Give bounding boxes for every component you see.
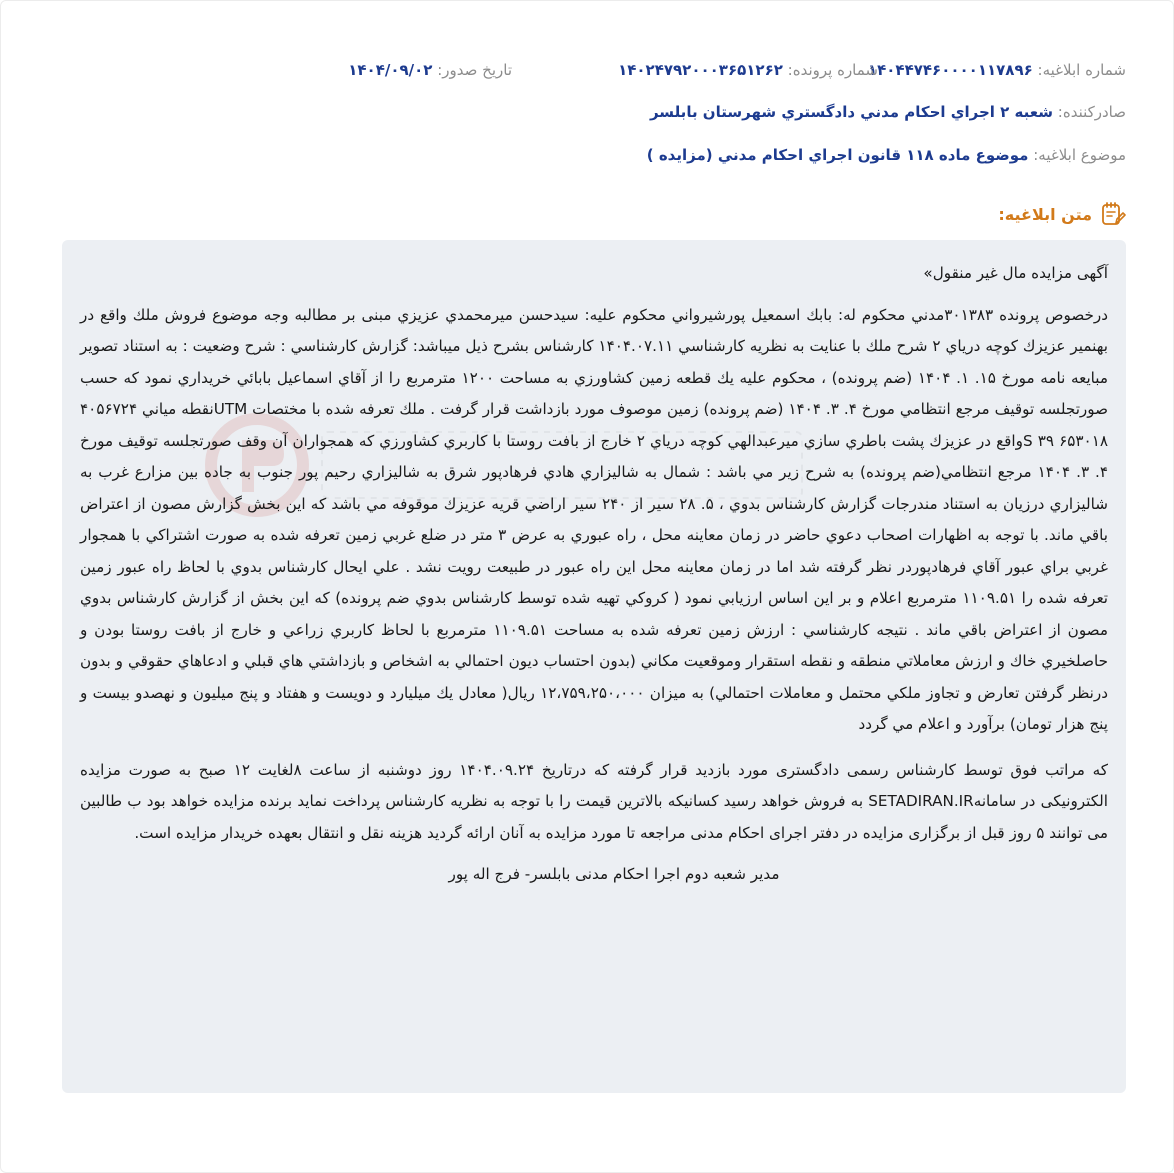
case-number	[512, 58, 878, 82]
issue-date-label: تاریخ صدور:	[437, 61, 512, 79]
notice-signature: مدیر شعبه دوم اجرا احکام مدنی بابلسر- فرج اله پور	[448, 865, 780, 883]
header-meta-row	[41, 58, 1126, 82]
notice-text-title: متن ابلاغیه:	[998, 204, 1092, 224]
notice-number-value: ۱۴۰۴۴۷۴۶۰۰۰۰۱۱۷۸۹۶	[867, 61, 1033, 79]
notice-text-heading	[998, 201, 1126, 227]
issuer-label: صادرکننده:	[1057, 103, 1126, 121]
subject-value: موضوع ماده ۱۱۸ قانون اجراي احكام مدني (مزايده )	[646, 146, 1029, 164]
notice-number-label: شماره ابلاغیه:	[1037, 61, 1126, 79]
subject-row	[41, 143, 1126, 167]
notice-auction-paragraph: که مراتب فوق توسط کارشناس رسمی دادگستری مورد بازدید قرار گرفته که درتاریخ ۱۴۰۴.۰۹.۲۴ روز دوشنبه از ساعت ۸لغایت ۱۲ صبح به صورت مزایده الکترونیکی در سامانهSETADIRAN.IR به فروش خواهد رسید کسانیکه بالاترین قیمت را با توجه به نظریه کارشناس پرداخت نماید برنده مزایده خواهد بود ب طالبین می توانند ۵ روز قبل از برگزاری مزایده در دفتر اجرای احکام مدنی مراجعه تا مورد مزایده به آنان ارائه گردید هزینه نقل و انتقال بعهده خریدار مزایده است.	[80, 760, 1108, 842]
notice-title: آگهی مزایده مال غیر منقول»	[923, 264, 1108, 282]
notice-number	[867, 58, 1126, 82]
issuer-value: شعبه ۲ اجراي احكام مدني دادگستري شهرستان بابلسر	[649, 103, 1053, 121]
issue-date-value: ۱۴۰۴/۰۹/۰۲	[348, 61, 433, 79]
subject-label: موضوع ابلاغیه:	[1033, 146, 1126, 164]
notice-main-paragraph: درخصوص پرونده ۳۰۱۳۸۳مدني محكوم له: بابك اسمعيل پورشيرواني محكوم عليه: سيدحسن ميرمحمدي عزيزي مبنی بر مطالبه وجه موضوع فروش ملك واقع در بهنمير عزيزك كوچه درياي ۲ شرح ملك با عنايت به نظريه كارشناسي ۱۴۰۴.۰۷.۱۱ كارشناس بشرح ذيل ميباشد: گزارش كارشناسي : شرح وضعيت : به استناد تصوير مبايعه نامه مورخ ۱۵. ۱. ۱۴۰۴ (ضم پرونده) ، محكوم عليه يك قطعه زمين كشاورزي به مساحت ۱۲۰۰ مترمربع را از آقاي اسماعيل بابائي خريداري نمود كه حسب صورتجلسه توقيف مرجع انتظامي مورخ ۴. ۳. ۱۴۰۴ (ضم پرونده) زمين موصوف مورد بازداشت قرار گرفت . ملك تعرفه شده با مختصات UTMنقطه مياني ۴۰۵۶۷۲۴ ۶۵۳۰۱۸ ۳۹ Sواقع در عزيزك پشت باطري سازي ميرعبدالهي كوچه درياي ۲ خارج از بافت روستا با كاربري كشاورزي كه همجواران آن وقف صورتجلسه توقيف مورخ ۴. ۳. ۱۴۰۴ مرجع انتظامي(ضم پرونده) به شرح زير مي باشد : شمال به شاليزاري هادي فرهادپور شرق به شاليزاري رحيم پور جنوب به جاده بين مزارع غرب به شاليزاري درزيان به استناد مندرجات گزارش كارشناس بدوي ، ۵. ۲۸ سير از ۲۴۰ سير اراضي قريه عزيزك موقوفه مي باشد كه اين بخش گزارش مصون از اعتراض باقي ماند. با توجه به اظهارات اصحاب دعوي حاضر در زمان معاينه محل ، راه عبوري به عرض ۳ متر در ضلع غربي زمين تعرفه شده به صورت اشتراكي با همجوار غربي براي عبور آقاي فرهادپوردر نظر گرفته شد اما در زمان معاينه محل اين راه عبور در طبيعت رويت نشد . علي ايحال كارشناس بدوي با لحاظ راه عبور زمين تعرفه شده را ۱۱۰۹.۵۱ مترمربع اعلام و بر اين اساس ارزيابي نمود ( كروكي تهيه شده توسط كارشناس بدوي ضم پرونده) كه اين بخش از گزارش كارشناس بدوي مصون از اعتراض باقي ماند . نتيجه كارشناسي : ارزش زمين تعرفه شده به مساحت ۱۱۰۹.۵۱ مترمربع با لحاظ كاربري زراعي و خارج از بافت روستا بودن و حاصلخيري خاك و ارزش معاملاتي منطقه و نقطه استقرار وموقعيت مكاني (بدون احتساب ديون احتمالي به اشخاص و بازداشتي هاي قبلي و ادعاهاي حقوقي و بدون درنظر گرفتن تعارض و تجاوز ملكي محتمل و معاملات احتمالي) به ميزان ۱۲،۷۵۹،۲۵۰،۰۰۰ ريال( معادل يك ميليارد و دويست و هفتاد و پنج ميليون و نهصدو بيست و پنج هزار تومان) برآورد و اعلام مي گردد	[80, 305, 1109, 733]
issuer-row	[41, 100, 1126, 124]
case-number-value: ۱۴۰۲۴۷۹۲۰۰۰۳۶۵۱۲۶۲	[618, 61, 783, 79]
case-number-label: شماره پرونده:	[787, 61, 878, 79]
notice-content-box	[62, 240, 1126, 1093]
issue-date	[262, 58, 512, 82]
document-edit-icon	[1100, 201, 1126, 227]
